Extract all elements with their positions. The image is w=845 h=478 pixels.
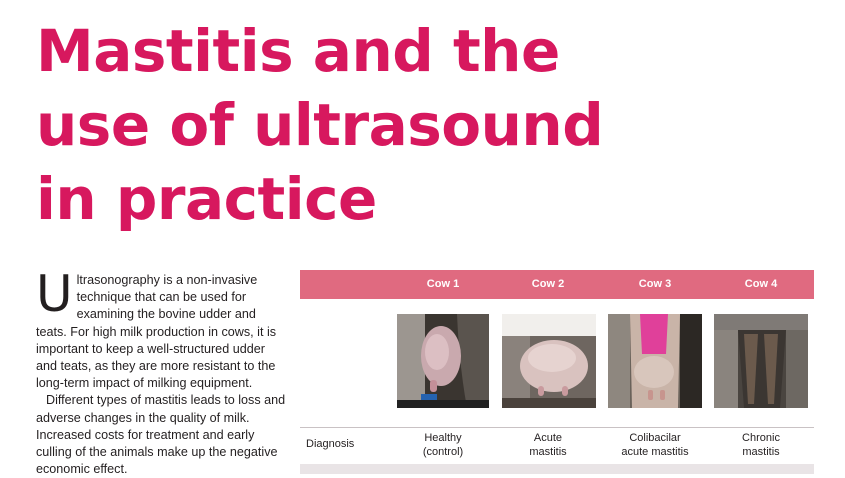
paragraph-2: Different types of mastitis leads to loss and adverse changes in the quality of milk. Increased costs for treatment and early culling of the animals make up the negative economic effect. [36,393,286,477]
title-line-2: use of ultrasound [36,91,604,159]
diagnosis-cow-3-line-2: acute mastitis [621,446,689,458]
column-header-cow-2: Cow 2 [531,278,565,290]
diagnosis-cow-3-line-1: Colibacilar [629,432,681,444]
diagnosis-cow-2-line-1: Acute [533,432,563,444]
cow-1-udder-photo [397,314,489,408]
row-label-diagnosis: Diagnosis [306,438,355,450]
column-header-cow-3: Cow 3 [638,278,672,290]
paragraph-1 [36,265,288,392]
diagnosis-cow-2 [498,431,598,459]
cow-4-udder-photo [714,314,808,408]
article-title [36,14,636,236]
table-header [300,270,814,299]
diagnosis-cow-4-line-1: Chronic [742,432,780,444]
diagnosis-cow-3 [605,431,705,459]
drop-cap: U [36,265,73,323]
article-body [36,265,288,478]
table-row-divider [300,427,814,428]
column-header-cow-1: Cow 1 [426,278,460,290]
diagnosis-cow-4 [711,431,811,459]
title-line-1: Mastitis and the [36,17,560,85]
table-bottom-band [300,464,814,474]
cow-2-udder-photo [502,314,596,408]
diagnosis-cow-2-line-2: mastitis [529,446,567,458]
diagnosis-cow-1-line-1: Healthy [424,432,462,444]
title-line-3: in practice [36,165,377,233]
paragraph-1-text: ltrasonography is a non-invasive technique that can be used for examining the bovine udder and teats. For high milk production in cows, it is important to keep a well-structured udder and teats, as they are more resistant to the long-term impact of milking equipment. [36,273,277,391]
diagnosis-table [300,270,814,474]
diagnosis-cow-1 [393,431,493,459]
column-header-cow-4: Cow 4 [744,278,778,290]
diagnosis-cow-1-line-2: (control) [422,446,464,458]
cow-3-udder-photo [608,314,702,408]
diagnosis-cow-4-line-2: mastitis [742,446,780,458]
